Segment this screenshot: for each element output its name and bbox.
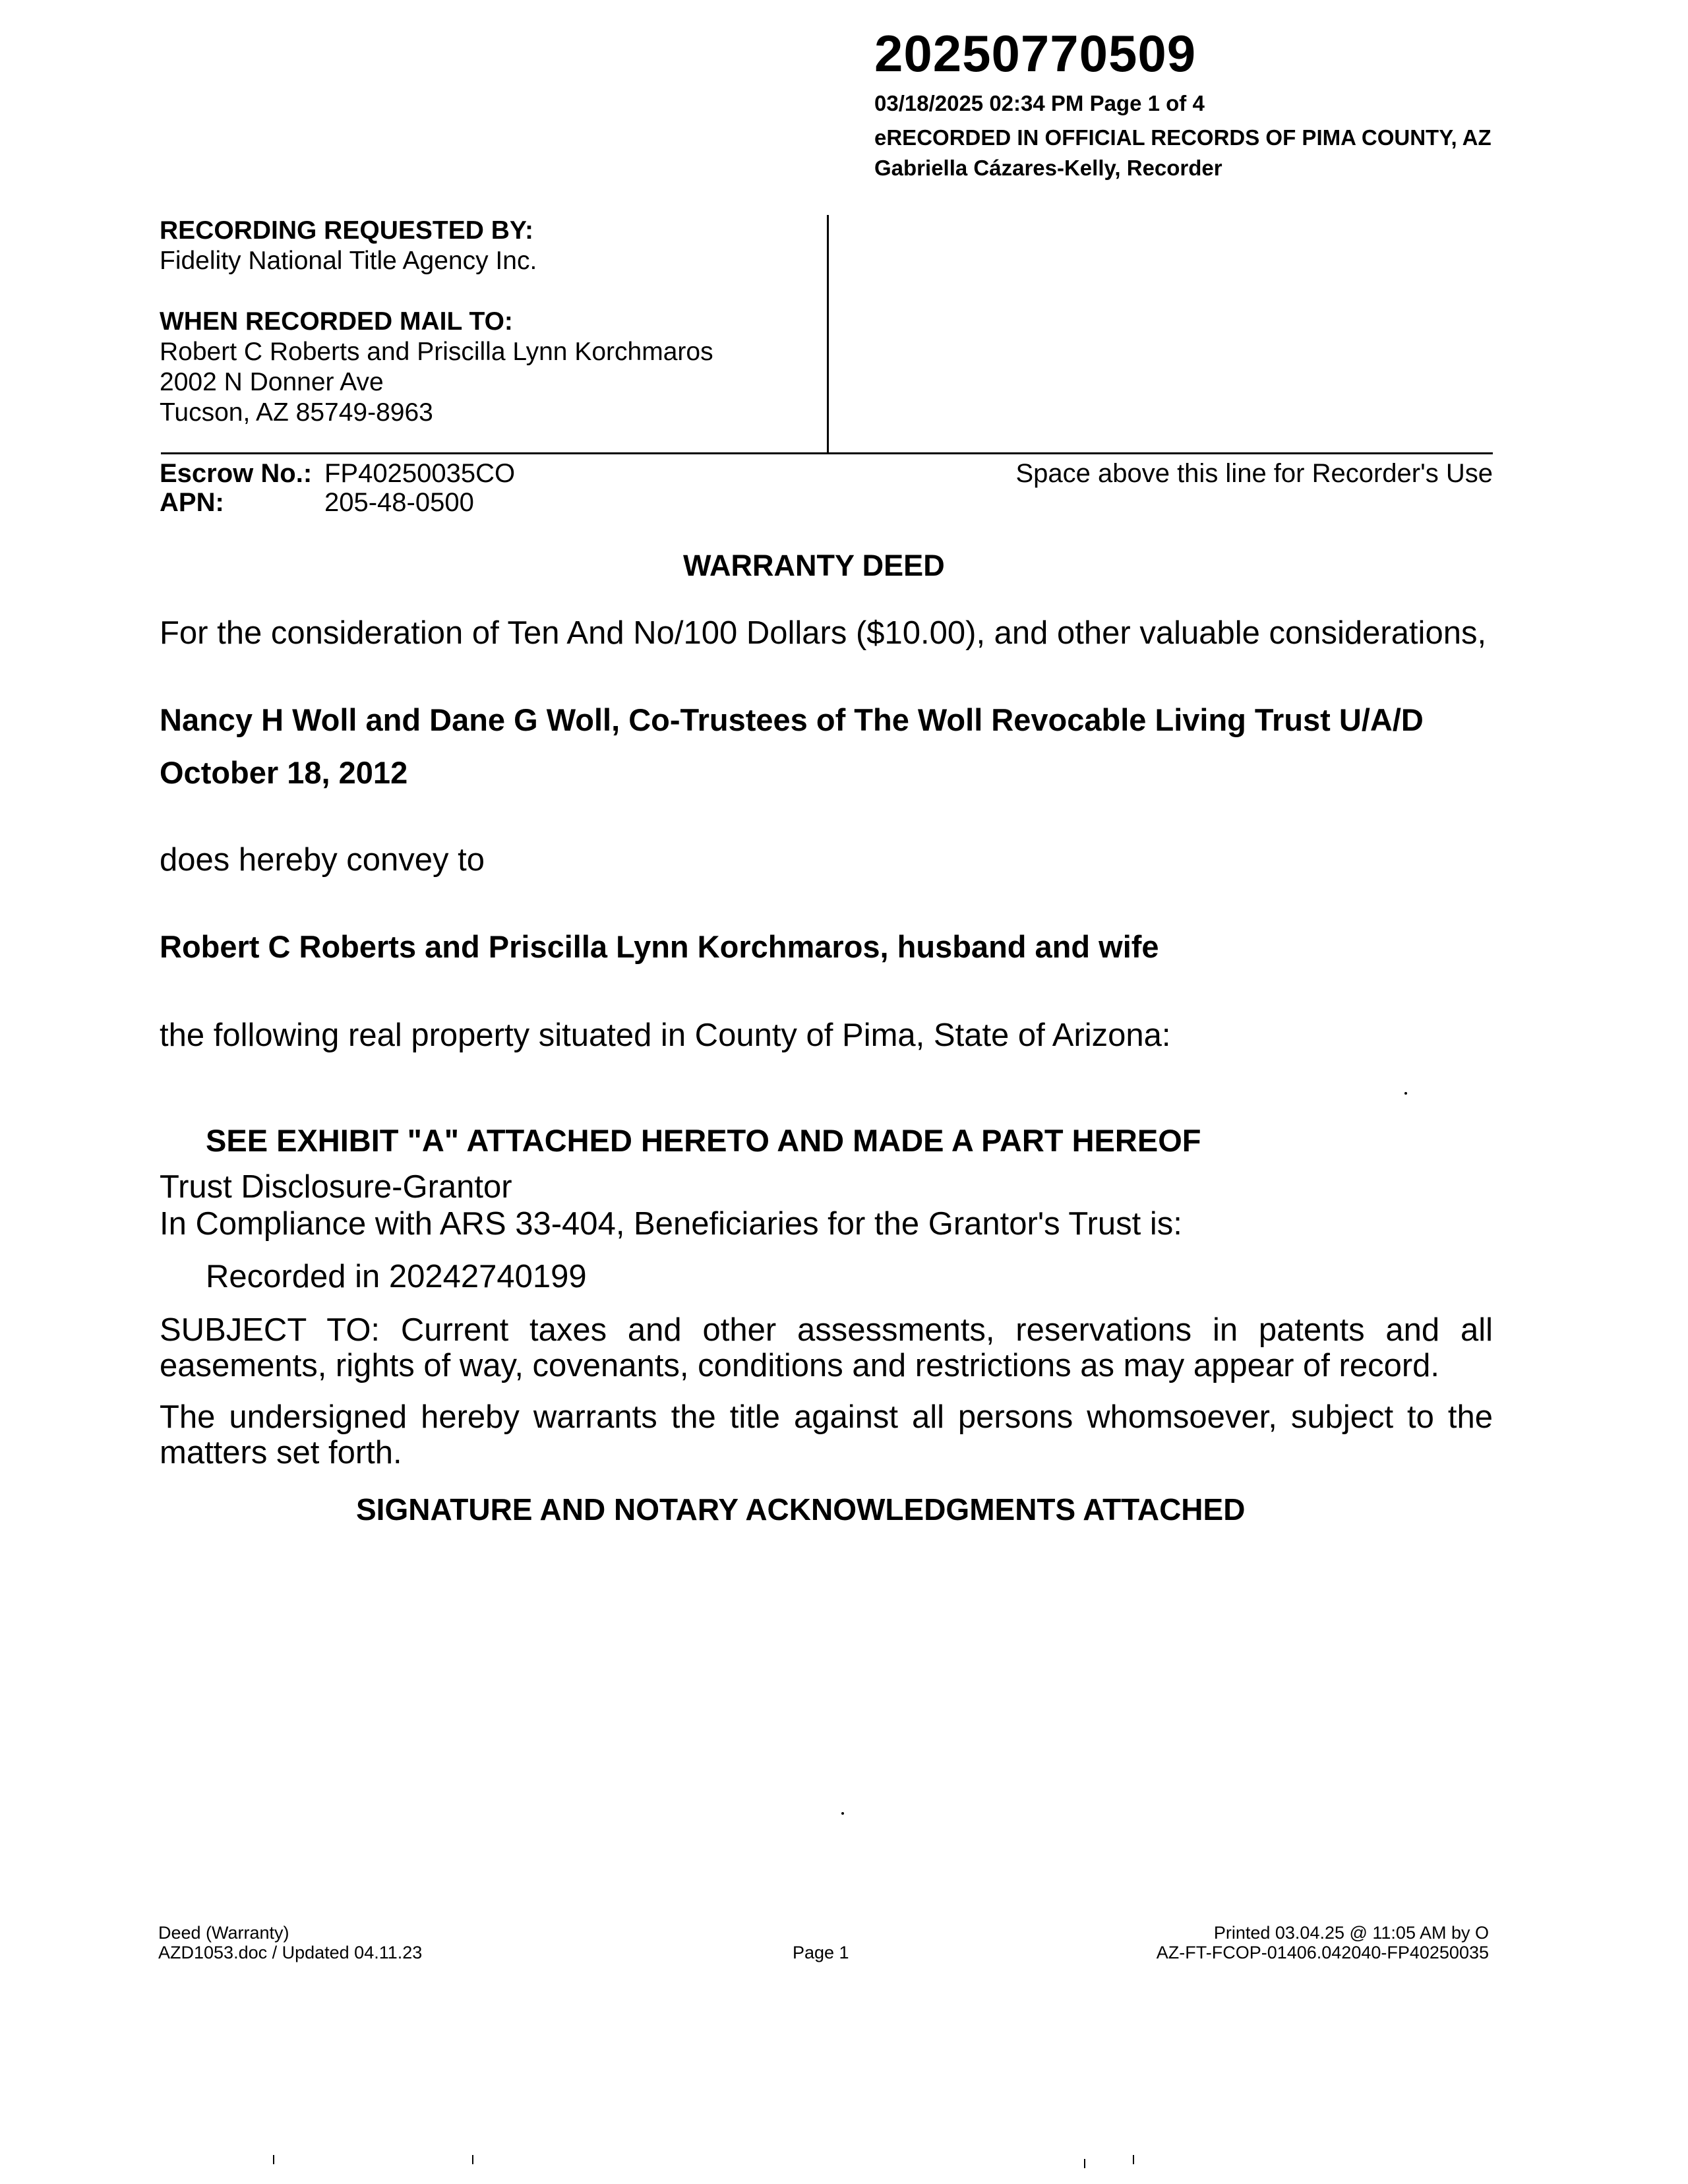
requested-by-label: RECORDING REQUESTED BY: bbox=[160, 216, 533, 245]
scan-mark bbox=[273, 2155, 274, 2164]
warranty-paragraph: The undersigned hereby warrants the title against all persons whomsoever, subject to the matters set forth. bbox=[160, 1399, 1493, 1471]
scan-mark bbox=[1133, 2155, 1134, 2164]
consideration-text: For the consideration of Ten And No/100 Dollars ($10.00), and other valuable considerations, bbox=[160, 615, 1487, 651]
exhibit-reference: SEE EXHIBIT "A" ATTACHED HERETO AND MADE A PART HEREOF bbox=[206, 1123, 1201, 1158]
document-number: 20250770509 bbox=[874, 24, 1197, 82]
escrow-number: FP40250035CO bbox=[324, 459, 516, 488]
subject-to-paragraph: SUBJECT TO: Current taxes and other assessments, reservations in patents and all easements, rights of way, covenants, conditions and restrictions as may appear of record. bbox=[160, 1312, 1493, 1383]
grantor-line-2: October 18, 2012 bbox=[160, 755, 408, 790]
trust-disclosure: Trust Disclosure-Grantor bbox=[160, 1169, 512, 1205]
property-text: the following real property situated in County of Pima, State of Arizona: bbox=[160, 1017, 1171, 1053]
footer-form-info bbox=[158, 1923, 422, 1962]
footer-print-info bbox=[1157, 1923, 1489, 1962]
mail-to-city: Tucson, AZ 85749-8963 bbox=[160, 398, 433, 427]
convey-text: does hereby convey to bbox=[160, 842, 485, 878]
footer-printed: Printed 03.04.25 @ 11:05 AM by O bbox=[1213, 1923, 1489, 1943]
footer-form-name: Deed (Warranty) bbox=[158, 1923, 289, 1943]
footer-form-code: AZD1053.doc / Updated 04.11.23 bbox=[158, 1943, 423, 1962]
recorded-date-line: 03/18/2025 02:34 PM Page 1 of 4 bbox=[874, 91, 1205, 115]
footer-page-number: Page 1 bbox=[793, 1943, 849, 1962]
escrow-label: Escrow No.: bbox=[160, 459, 313, 488]
signature-note: SIGNATURE AND NOTARY ACKNOWLEDGMENTS ATTACHED bbox=[356, 1492, 1246, 1527]
apn-number: 205-48-0500 bbox=[324, 488, 474, 517]
recorded-in-text: Recorded in 20242740199 bbox=[206, 1259, 587, 1294]
recorder-name-line: Gabriella Cázares-Kelly, Recorder bbox=[874, 156, 1222, 180]
apn-label: APN: bbox=[160, 488, 224, 517]
mail-to-street: 2002 N Donner Ave bbox=[160, 368, 384, 396]
recording-office-line: eRECORDED IN OFFICIAL RECORDS OF PIMA COUNTY, AZ bbox=[874, 125, 1492, 150]
compliance-text: In Compliance with ARS 33-404, Beneficiaries for the Grantor's Trust is: bbox=[160, 1206, 1182, 1242]
mail-to-name: Robert C Roberts and Priscilla Lynn Korchmaros bbox=[160, 338, 713, 366]
mail-to-label: WHEN RECORDED MAIL TO: bbox=[160, 307, 513, 336]
scan-mark bbox=[1084, 2159, 1085, 2168]
footer-file-ref: AZ-FT-FCOP-01406.042040-FP40250035 bbox=[1156, 1943, 1489, 1962]
scan-speck bbox=[1404, 1092, 1407, 1095]
grantor-line-1: Nancy H Woll and Dane G Woll, Co-Trustees of The Woll Revocable Living Trust U/A/D bbox=[160, 702, 1424, 737]
requested-by-value: Fidelity National Title Agency Inc. bbox=[160, 247, 537, 275]
scan-speck bbox=[841, 1812, 844, 1815]
recording-box-divider bbox=[827, 215, 829, 452]
scan-mark bbox=[472, 2155, 473, 2164]
recorder-use-note: Space above this line for Recorder's Use bbox=[1015, 459, 1493, 488]
recorder-use-line bbox=[161, 452, 1493, 454]
deed-title: WARRANTY DEED bbox=[683, 549, 945, 582]
grantee-line: Robert C Roberts and Priscilla Lynn Korchmaros, husband and wife bbox=[160, 929, 1159, 964]
